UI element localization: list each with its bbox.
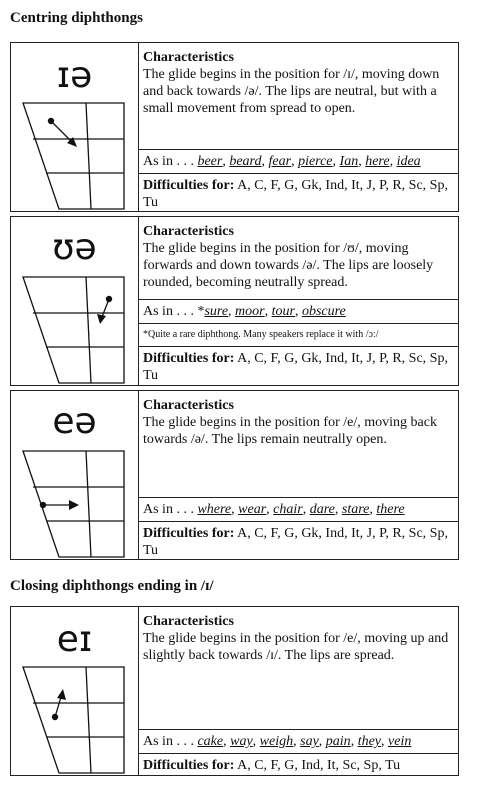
characteristics-text: The glide begins in the position for /e/, moving back towards /ə/. The lips remain neutrally open. — [143, 415, 437, 447]
example-word: chair — [273, 502, 303, 517]
phonetic-symbol: ɪə — [56, 55, 93, 96]
info-panel — [138, 391, 458, 559]
symbol-panel — [11, 43, 139, 211]
section-heading-centring: Centring diphthongs — [10, 10, 143, 26]
as-in-label: As in . . . * — [143, 304, 205, 319]
example-word: weigh — [259, 734, 294, 749]
characteristics-section — [138, 397, 458, 448]
example-word: pain — [325, 734, 351, 749]
symbol-panel — [11, 391, 139, 559]
vowel-chart-diagram — [21, 449, 126, 559]
as-in-label: As in . . . — [143, 154, 194, 169]
example-word: dare — [309, 502, 335, 517]
section-heading-closing: Closing diphthongs ending in /ɪ/ — [10, 578, 214, 594]
diphthong-card-ei — [10, 606, 459, 776]
example-word: say — [300, 734, 319, 749]
difficulties-section — [138, 757, 458, 774]
examples-section: As in . . . beer, beard, fear, pierce, Ian, here, idea — [143, 154, 421, 169]
example-word: cake — [197, 734, 224, 749]
diphthong-card-ua — [10, 216, 459, 386]
vowel-chart-diagram — [21, 101, 126, 211]
example-word: stare — [341, 502, 370, 517]
characteristics-text: The glide begins in the position for /ʊ/, moving forwards and down towards /ə/. The lips are loosely rounded, becoming neutrally spread. — [143, 241, 434, 290]
phonetic-symbol: eɪ — [56, 619, 93, 660]
vowel-chart-diagram — [21, 275, 126, 385]
example-word: beer — [197, 154, 223, 169]
difficulties-text: A, C, F, G, Gk, Ind, It, J, P, R, Sc, Sp, Tu — [143, 178, 448, 210]
phonetic-symbol: eə — [52, 401, 97, 442]
vowel-chart-diagram — [21, 665, 126, 775]
info-panel — [138, 43, 458, 211]
example-word: they — [357, 734, 382, 749]
characteristics-title: Characteristics — [143, 398, 234, 413]
example-word: there — [376, 502, 405, 517]
examples-section: As in . . . *sure, moor, tour, obscure — [143, 304, 346, 319]
as-in-label: As in . . . — [143, 502, 194, 517]
example-word: beard — [229, 154, 262, 169]
example-word: idea — [396, 154, 421, 169]
characteristics-section — [138, 49, 458, 117]
examples-section: As in . . . cake, way, weigh, say, pain, they, vein — [143, 734, 412, 749]
example-word: vein — [388, 734, 412, 749]
example-word: sure — [204, 304, 229, 319]
as-in-label: As in . . . — [143, 734, 194, 749]
difficulties-text: A, C, F, G, Ind, It, Sc, Sp, Tu — [237, 758, 401, 773]
symbol-panel — [11, 607, 139, 775]
example-word: Ian — [339, 154, 359, 169]
example-word: wear — [238, 502, 267, 517]
difficulties-label: Difficulties for: — [143, 351, 235, 366]
example-word: pierce — [298, 154, 333, 169]
characteristics-section — [138, 223, 458, 291]
example-word: way — [230, 734, 253, 749]
characteristics-title: Characteristics — [143, 50, 234, 65]
example-word: moor — [235, 304, 265, 319]
characteristics-text: The glide begins in the position for /e/, moving up and slightly back towards /ɪ/. The lips are spread. — [143, 631, 449, 663]
example-word: obscure — [301, 304, 346, 319]
example-word: where — [197, 502, 232, 517]
diphthong-card-ia — [10, 42, 459, 212]
diphthong-card-ea — [10, 390, 459, 560]
info-panel — [138, 607, 458, 775]
phonetic-symbol: ʊə — [52, 227, 97, 268]
difficulties-text: A, C, F, G, Gk, Ind, It, J, P, R, Sc, Sp, Tu — [143, 526, 448, 558]
difficulties-label: Difficulties for: — [143, 526, 235, 541]
characteristics-title: Characteristics — [143, 614, 234, 629]
example-word: tour — [271, 304, 295, 319]
example-word: here — [365, 154, 390, 169]
characteristics-title: Characteristics — [143, 224, 234, 239]
difficulties-text: A, C, F, G, Gk, Ind, It, J, P, R, Sc, Sp, Tu — [143, 351, 448, 383]
difficulties-section — [138, 525, 458, 559]
difficulties-label: Difficulties for: — [143, 178, 235, 193]
difficulties-label: Difficulties for: — [143, 758, 235, 773]
symbol-panel — [11, 217, 139, 385]
characteristics-section — [138, 613, 458, 664]
difficulties-section — [138, 177, 458, 211]
characteristics-text: The glide begins in the position for /ɪ/, moving down and back towards /ə/. The lips are neutral, but with a small movement from spread to open. — [143, 67, 440, 116]
difficulties-section — [138, 350, 458, 384]
examples-section: As in . . . where, wear, chair, dare, stare, there — [143, 502, 405, 517]
footnote: *Quite a rare diphthong. Many speakers replace it with /ɔː/ — [143, 329, 379, 340]
example-word: fear — [268, 154, 292, 169]
info-panel — [138, 217, 458, 385]
